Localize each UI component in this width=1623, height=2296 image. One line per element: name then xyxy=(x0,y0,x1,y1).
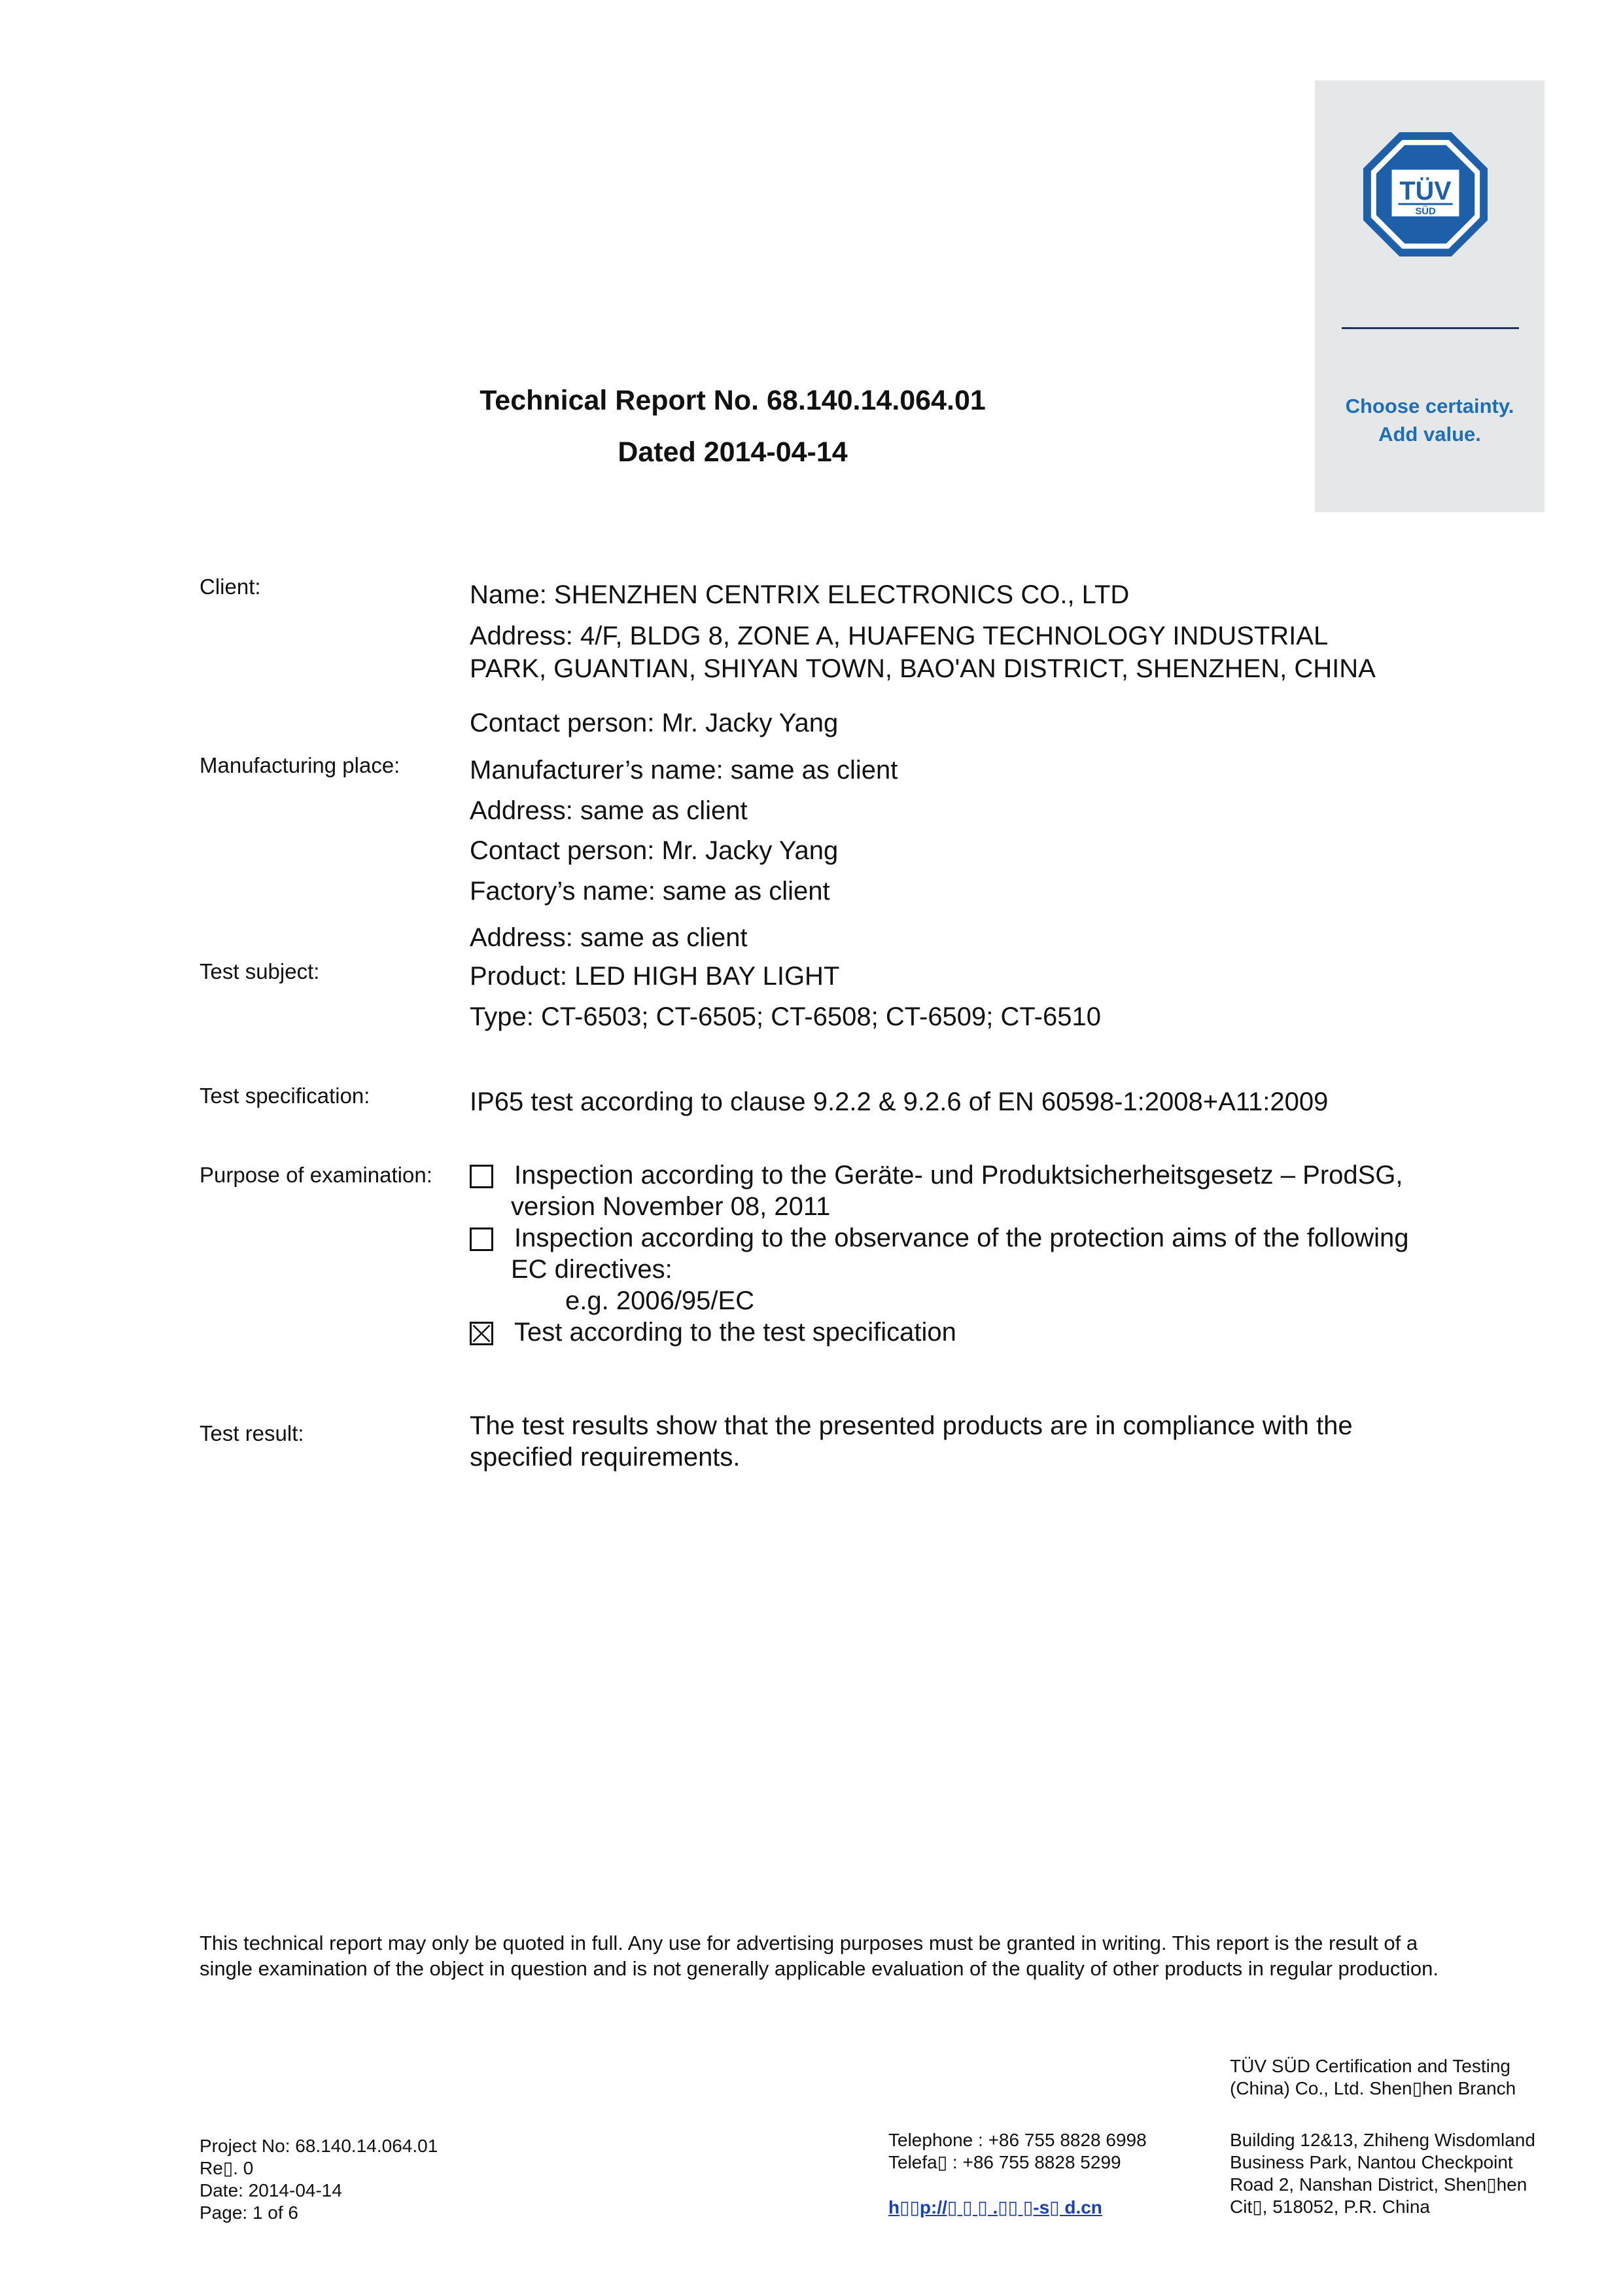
footer-telephone: Telephone : +86 755 8828 6998 xyxy=(888,2130,1147,2150)
footer-company-line2: (China) Co., Ltd. Shen▯hen Branch xyxy=(1230,2078,1516,2098)
label-test-specification: Test specification: xyxy=(200,1084,370,1108)
factory-address: Address: same as client xyxy=(470,923,748,952)
brand-panel xyxy=(1315,80,1544,512)
brand-divider xyxy=(1342,327,1519,329)
tagline-line2: Add value. xyxy=(1378,423,1481,446)
purpose-option-ec-line2: EC directives: xyxy=(511,1255,672,1284)
manufacturer-name: Manufacturer’s name: same as client xyxy=(470,756,898,785)
label-purpose: Purpose of examination: xyxy=(200,1163,432,1187)
purpose-option-prodsg-line2: version November 08, 2011 xyxy=(511,1192,831,1221)
footer-page: Page: 1 of 6 xyxy=(200,2202,299,2223)
client-address-line1: Address: 4/F, BLDG 8, ZONE A, HUAFENG TECHNOLOGY INDUSTRIAL xyxy=(470,622,1329,650)
footer-company-line1: TÜV SÜD Certification and Testing xyxy=(1230,2056,1510,2076)
label-manufacturing-place: Manufacturing place: xyxy=(200,753,400,777)
report-date: Dated 2014-04-14 xyxy=(618,436,848,468)
test-subject-product: Product: LED HIGH BAY LIGHT xyxy=(470,962,840,991)
footer-website-link[interactable]: h▯▯p://▯ ▯ ▯ .▯▯ ▯-s▯ d.cn xyxy=(888,2197,1102,2217)
label-test-result: Test result: xyxy=(200,1421,304,1445)
disclaimer: This technical report may only be quoted in full. Any use for advertising purposes must be granted in writing. This report is the result of a single examination of the object in question and is not generally applicable evaluation of the quality of other products in regular production. xyxy=(200,1932,1439,1980)
footer-telefax: Telefa▯ : +86 755 8828 5299 xyxy=(888,2152,1121,2172)
test-subject-type: Type: CT-6503; CT-6505; CT-6508; CT-6509; CT-6510 xyxy=(470,1002,1101,1031)
footer-address-line3: Road 2, Nanshan District, Shen▯hen xyxy=(1230,2174,1527,2195)
client-contact: Contact person: Mr. Jacky Yang xyxy=(470,709,839,737)
purpose-option-test-spec: Test according to the test specification xyxy=(514,1318,956,1347)
label-client: Client: xyxy=(200,574,261,599)
test-result-line1: The test results show that the presented products are in compliance with the xyxy=(470,1411,1353,1440)
factory-name: Factory’s name: same as client xyxy=(470,877,830,906)
purpose-option-ec-example: e.g. 2006/95/EC xyxy=(565,1286,755,1315)
footer-contact xyxy=(888,2129,1147,2174)
logo-text-bottom: SÜD xyxy=(1415,206,1436,217)
footer-rev: Re▯. 0 xyxy=(200,2158,254,2178)
manufacturer-address: Address: same as client xyxy=(470,796,748,825)
label-test-subject: Test subject: xyxy=(200,959,320,983)
purpose-option-prodsg-line1: Inspection according to the Geräte- und Produktsicherheitsgesetz – ProdSG, xyxy=(514,1161,1403,1190)
footer-address-line4: Cit▯, 518052, P.R. China xyxy=(1230,2197,1430,2217)
tagline-line1: Choose certainty. xyxy=(1345,395,1514,417)
purpose-checkbox-prodsg[interactable] xyxy=(470,1165,493,1188)
manufacturer-contact: Contact person: Mr. Jacky Yang xyxy=(470,836,839,865)
brand-tagline xyxy=(1315,392,1544,448)
checkbox-cross-icon xyxy=(472,1324,491,1343)
footer-address-line2: Business Park, Nantou Checkpoint xyxy=(1230,2152,1513,2172)
footer-date: Date: 2014-04-14 xyxy=(200,2180,342,2200)
report-title: Technical Report No. 68.140.14.064.01 xyxy=(480,385,986,416)
logo-text-top: TÜV xyxy=(1399,176,1452,205)
footer-address xyxy=(1230,2129,1535,2218)
test-specification-value: IP65 test according to clause 9.2.2 & 9.2.6 of EN 60598-1:2008+A11:2009 xyxy=(470,1087,1329,1116)
test-result-line2: specified requirements. xyxy=(470,1443,741,1472)
purpose-checkbox-test-spec[interactable] xyxy=(470,1322,493,1345)
footer-company xyxy=(1230,2055,1516,2100)
client-name: Name: SHENZHEN CENTRIX ELECTRONICS CO., LTD xyxy=(470,580,1130,609)
footer-project-info xyxy=(200,2135,438,2224)
purpose-option-ec-line1: Inspection according to the observance of the protection aims of the following xyxy=(514,1224,1409,1252)
purpose-checkbox-ec-directives[interactable] xyxy=(470,1227,493,1251)
tuv-sud-logo-icon xyxy=(1361,130,1490,259)
footer-address-line1: Building 12&13, Zhiheng Wisdomland xyxy=(1230,2130,1535,2150)
footer-project-no: Project No: 68.140.14.064.01 xyxy=(200,2136,438,2156)
client-address-line2: PARK, GUANTIAN, SHIYAN TOWN, BAO'AN DISTRICT, SHENZHEN, CHINA xyxy=(470,654,1376,683)
